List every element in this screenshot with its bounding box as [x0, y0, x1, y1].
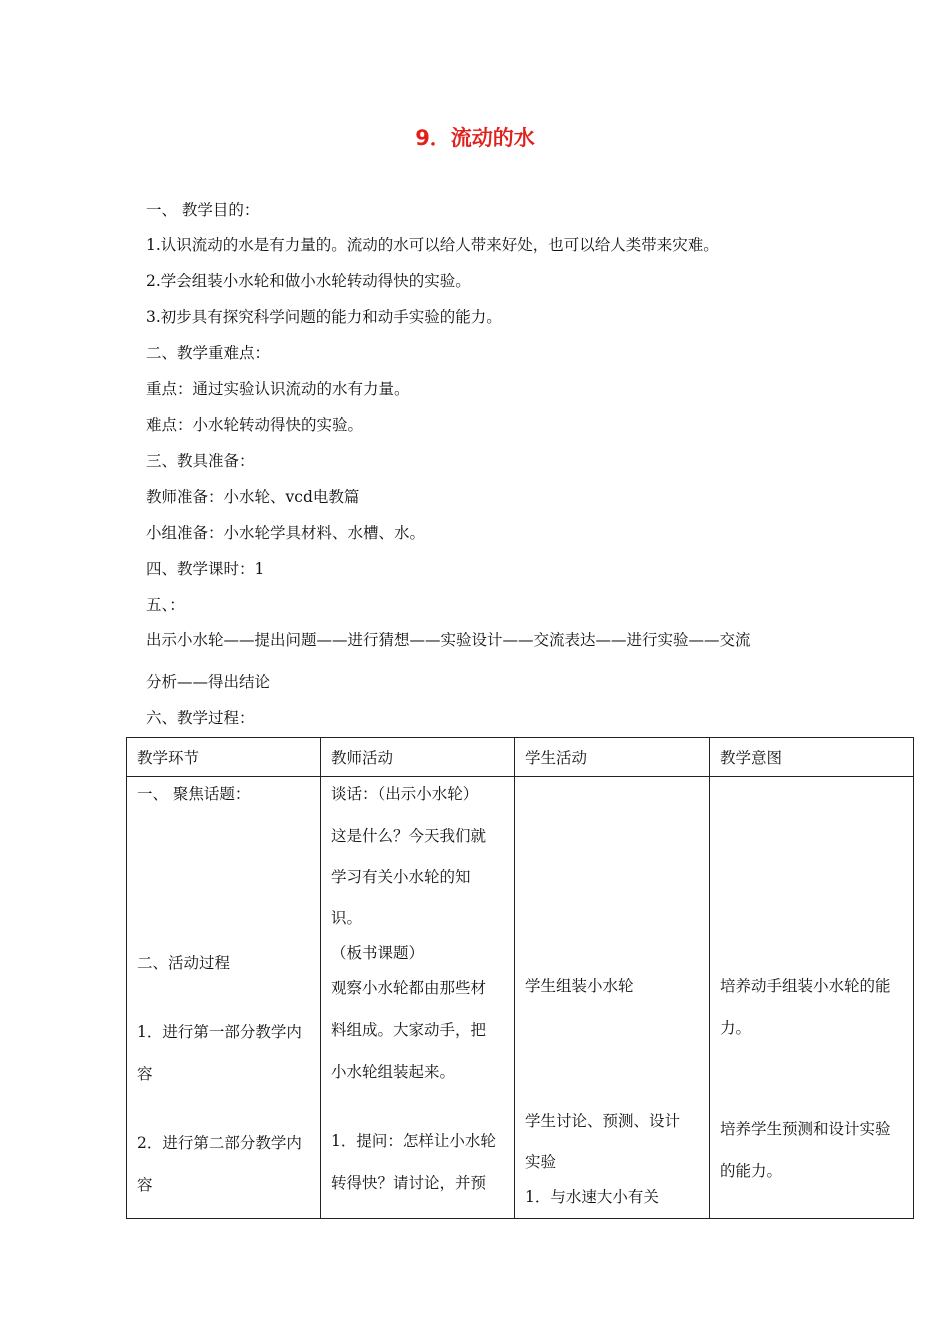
table-header-row	[127, 738, 914, 777]
section-5-heading: 五、：	[146, 596, 185, 614]
teacher-line-10: 转得快？请讨论，并预	[331, 1174, 487, 1192]
teacher-preparation: 教师准备：小水轮、vcd电教篇	[146, 488, 360, 506]
table-row	[127, 777, 914, 1219]
intent-line-1: 培养动手组装小水轮的能	[720, 977, 891, 995]
section-4-lesson-hours: 四、教学课时：1	[146, 560, 265, 578]
teacher-line-5: （板书课题）	[331, 944, 425, 962]
section-3-heading: 三、教具准备：	[146, 452, 255, 470]
teacher-line-2: 这是什么？今天我们就	[331, 827, 487, 845]
stage-part-2-line-2: 容	[137, 1176, 153, 1194]
header-teacher-activity: 教师活动	[321, 738, 515, 777]
stage-cell	[127, 777, 321, 1219]
intent-line-4: 的能力。	[720, 1162, 783, 1180]
teaching-flow-line-2: 分析——得出结论	[146, 673, 271, 691]
stage-activity-process: 二、活动过程	[137, 954, 231, 972]
section-1-heading: 一、 教学目的：	[146, 201, 260, 219]
header-student-activity: 学生活动	[515, 738, 710, 777]
document-title: 9．流动的水	[415, 126, 535, 150]
student-line-4: 1．与水速大小有关	[525, 1188, 659, 1206]
student-line-3: 实验	[525, 1153, 557, 1171]
stage-part-1-line-2: 容	[137, 1065, 153, 1083]
teacher-line-9: 1．提问：怎样让小水轮	[331, 1132, 496, 1150]
goal-3: 3.初步具有探究科学问题的能力和动手实验的能力。	[146, 308, 502, 326]
goal-1: 1.认识流动的水是有力量的。流动的水可以给人带来好处，也可以给人类带来灾难。	[146, 236, 719, 254]
student-line-2: 学生讨论、预测、设计	[525, 1112, 681, 1130]
intent-line-3: 培养学生预测和设计实验	[720, 1120, 891, 1138]
teacher-line-8: 小水轮组装起来。	[331, 1063, 456, 1081]
teacher-line-6: 观察小水轮都由那些材	[331, 979, 487, 997]
student-activity-cell	[515, 777, 710, 1219]
stage-part-1-line-1: 1．进行第一部分教学内	[137, 1023, 302, 1041]
stage-part-2-line-1: 2．进行第二部分教学内	[137, 1134, 302, 1152]
student-line-1: 学生组装小水轮	[525, 977, 634, 995]
teacher-line-4: 识。	[331, 909, 363, 927]
goal-2: 2.学会组装小水轮和做小水轮转动得快的实验。	[146, 272, 471, 290]
key-point: 重点：通过实验认识流动的水有力量。	[146, 380, 410, 398]
group-preparation: 小组准备：小水轮学具材料、水槽、水。	[146, 524, 426, 542]
teacher-line-7: 料组成。大家动手，把	[331, 1021, 487, 1039]
teacher-line-3: 学习有关小水轮的知	[331, 868, 471, 886]
teaching-flow-line-1: 出示小水轮——提出问题——进行猜想——实验设计——交流表达——进行实验——交流	[146, 631, 751, 649]
header-teaching-intent: 教学意图	[710, 738, 914, 777]
teaching-process-table	[126, 737, 914, 1219]
teaching-intent-cell	[710, 777, 914, 1219]
intent-line-2: 力。	[720, 1019, 752, 1037]
section-6-heading: 六、教学过程：	[146, 709, 255, 727]
difficulty-point: 难点：小水轮转动得快的实验。	[146, 416, 364, 434]
teacher-line-1: 谈话：（出示小水轮）	[331, 785, 479, 803]
header-teaching-stage: 教学环节	[127, 738, 321, 777]
teacher-activity-cell	[321, 777, 515, 1219]
section-2-heading: 二、教学重难点：	[146, 344, 271, 362]
stage-focus-topic: 一、 聚焦话题：	[137, 785, 251, 803]
